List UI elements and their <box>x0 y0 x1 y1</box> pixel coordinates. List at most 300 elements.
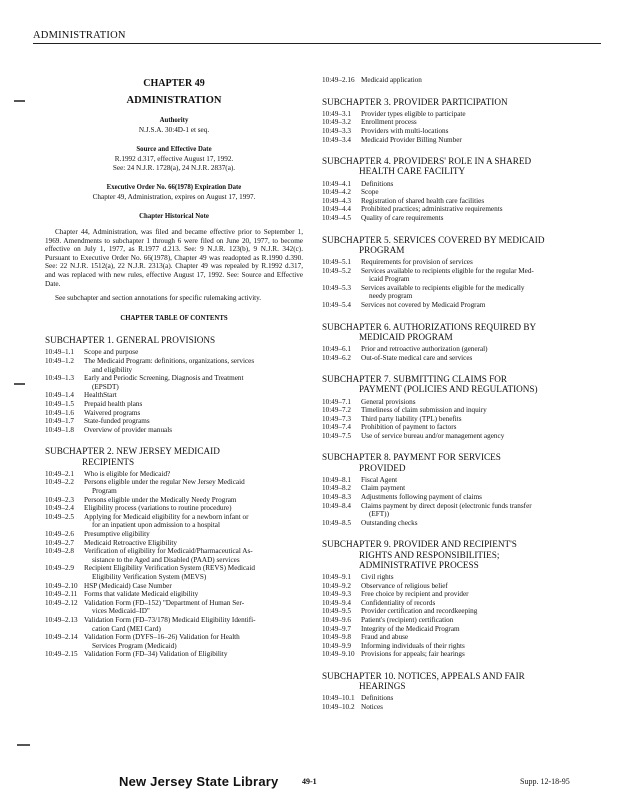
toc-title-line: cation Card (MEI Card) <box>92 624 161 633</box>
toc-title-line: Waivered programs <box>84 408 141 417</box>
toc-section-number: 10:49–2.1 <box>45 469 74 478</box>
toc-entry <box>322 484 604 493</box>
toc-section-number: 10:49–5.3 <box>322 283 351 292</box>
toc-section-title <box>84 504 303 513</box>
toc-title-line: Program <box>92 487 117 496</box>
toc-section-number: 10:49–2.3 <box>45 495 74 504</box>
toc-section-title <box>361 197 604 206</box>
toc-entry <box>322 423 604 432</box>
left-column <box>45 76 303 659</box>
toc-entry <box>45 496 303 505</box>
toc-entry <box>45 530 303 539</box>
toc-entry <box>322 214 604 223</box>
toc-title-line: Quality of care requirements <box>361 213 444 222</box>
toc-title-line: Scope and purpose <box>84 348 139 357</box>
toc-section-number: 10:49–6.2 <box>322 353 351 362</box>
subchapter-heading-line: SUBCHAPTER 9. PROVIDER AND RECIPIENT'S <box>322 539 517 550</box>
toc-section-number: 10:49–9.10 <box>322 650 355 659</box>
toc-section-title <box>361 432 604 441</box>
toc-section-title <box>361 267 604 284</box>
toc-section-number: 10:49–1.1 <box>45 348 74 357</box>
toc-title-line: Integrity of the Medicaid Program <box>361 624 460 633</box>
toc-section-title <box>84 547 303 564</box>
toc-entry <box>45 417 303 426</box>
toc-section-number: 10:49–2.12 <box>45 598 78 607</box>
toc-title-line: and eligibility <box>92 365 133 374</box>
toc-entry <box>322 136 604 145</box>
toc-title-line: Definitions <box>361 179 394 188</box>
header-rule <box>33 43 601 44</box>
toc-title-line: Scope <box>361 188 379 197</box>
toc-section-number: 10:49–2.6 <box>45 529 74 538</box>
toc-entry <box>45 409 303 418</box>
toc-section-title <box>84 633 303 650</box>
subchapter-heading-line: PROVIDED <box>359 462 406 473</box>
toc-entry <box>45 478 303 495</box>
toc-title-line: Prepaid health plans <box>84 400 143 409</box>
toc-section-number: 10:49–10.2 <box>322 703 355 711</box>
toc-section-number: 10:49–1.4 <box>45 391 74 400</box>
toc-section-title <box>84 496 303 505</box>
toc-section-number: 10:49–5.1 <box>322 257 351 266</box>
toc-section-title <box>361 127 604 136</box>
toc-entry <box>322 599 604 608</box>
toc-section-number: 10:49–8.3 <box>322 493 351 502</box>
toc-title-line: Registration of shared health care facilities <box>361 196 485 205</box>
toc-section-number: 10:49–9.5 <box>322 607 351 616</box>
toc-entry <box>322 493 604 502</box>
toc-title-line: Provider types eligible to participate <box>361 109 466 118</box>
toc-title-line: Third party liability (TPL) benefits <box>361 414 462 423</box>
toc-entry <box>322 197 604 206</box>
toc-section-title: Medicaid application <box>361 76 422 84</box>
toc-section-title <box>361 476 604 485</box>
toc-section-title <box>361 301 604 310</box>
toc-entry <box>322 127 604 136</box>
left-toc <box>45 335 303 659</box>
toc-section-title <box>361 354 604 363</box>
toc-entry <box>45 616 303 633</box>
toc-title-line: Provisions for appeals; fair hearings <box>361 650 465 659</box>
source-line: See: 24 N.J.R. 1728(a), 24 N.J.R. 2837(a). <box>112 163 236 172</box>
toc-section-title <box>361 590 604 599</box>
toc-section-title <box>361 110 604 119</box>
toc-title-line: Presumptive eligibility <box>84 529 150 538</box>
toc-entry <box>322 642 604 651</box>
toc-section-number: 10:49–2.8 <box>45 547 74 556</box>
toc-section-title <box>84 426 303 435</box>
toc-section-number: 10:49–8.5 <box>322 518 351 527</box>
toc-section-title <box>361 214 604 223</box>
toc-section-title <box>361 642 604 651</box>
toc-section-title <box>84 400 303 409</box>
subchapter-heading <box>322 235 604 255</box>
toc-section-number: 10:49–2.13 <box>45 615 78 624</box>
toc-title-line: Services available to recipients eligible for the medically <box>361 283 525 292</box>
toc-title-line: Out-of-State medical care and services <box>361 353 473 362</box>
toc-title-line: Persons eligible under the regular New Jersey Medicaid <box>84 478 245 487</box>
toc-entry <box>322 180 604 189</box>
subchapter-heading-line: SUBCHAPTER 3. PROVIDER PARTICIPATION <box>322 96 508 107</box>
subchapter-heading <box>45 335 303 345</box>
toc-section-number: 10:49–4.4 <box>322 205 351 214</box>
history-paragraph: Chapter 44, Administration, was filed and became effective prior to September 1, 1969. Amendments to subchapter 1 through 6 were filed on June 20, 1977, to become effective on July 1, 1977, as R.1977 d.213. See: 9 N.J.R. 123(b), 9 N.J.R. 342(c). Pursuant to Executive Order No. 66(1978), Chapter 49 was readopted as R.1990 d.390. See: 22 N.J.R. 1512(a), 22 N.J.R. 2313(a). Chapter 49 was repealed by R.1992 d.317, and was replaced with new rules, effective August 17, 1992. See: Source and Effective Date. <box>45 227 303 288</box>
toc-section-number: 10:49–9.3 <box>322 590 351 599</box>
margin-mark <box>14 383 25 385</box>
subchapter-heading-line: SUBCHAPTER 5. SERVICES COVERED BY MEDICAID <box>322 234 545 245</box>
right-toc <box>322 97 604 712</box>
toc-title-line: icaid Program <box>369 275 410 284</box>
subchapter-heading <box>322 452 604 472</box>
toc-section-title <box>361 502 604 519</box>
toc-section-title <box>361 519 604 528</box>
chapter-number: CHAPTER 49 <box>143 78 205 89</box>
toc-section-title <box>361 136 604 145</box>
toc-section-number: 10:49–2.9 <box>45 564 74 573</box>
toc-section-title <box>361 484 604 493</box>
toc-entry <box>322 582 604 591</box>
subchapter-heading-line: PAYMENT (POLICIES AND REGULATIONS) <box>359 384 538 395</box>
toc-section-title <box>361 582 604 591</box>
subchapter-heading <box>322 374 604 394</box>
toc-entry <box>45 426 303 435</box>
toc-entry <box>322 502 604 519</box>
subchapter-heading-line: SUBCHAPTER 1. GENERAL PROVISIONS <box>45 335 216 346</box>
toc-title-line: Services available to recipients eligible for the regular Med- <box>361 266 534 275</box>
subchapter-heading-line: RECIPIENTS <box>82 456 135 467</box>
subchapter-heading-line: SUBCHAPTER 6. AUTHORIZATIONS REQUIRED BY <box>322 321 537 332</box>
toc-entry <box>45 470 303 479</box>
toc-title-line: Providers with multi-locations <box>361 126 449 135</box>
toc-title-line: Medicaid Provider Billing Number <box>361 135 462 144</box>
toc-section-title <box>84 513 303 530</box>
toc-section-number: 10:49–9.8 <box>322 633 351 642</box>
history-heading: Chapter Historical Note <box>139 213 209 221</box>
toc-entry <box>322 406 604 415</box>
subchapter-heading <box>322 97 604 107</box>
toc-section-title <box>361 258 604 267</box>
subchapter-heading-line: MEDICAID PROGRAM <box>359 331 453 342</box>
toc-entry <box>45 564 303 581</box>
subchapter-heading <box>45 446 303 466</box>
toc-section-title <box>84 599 303 616</box>
toc-section-title <box>84 348 303 357</box>
toc-section-number: 10:49–2.11 <box>45 590 78 599</box>
toc-section-number: 10:49–3.3 <box>322 126 351 135</box>
subchapter-heading <box>322 539 604 570</box>
toc-entry <box>45 599 303 616</box>
toc-title-line: Validation Form (FD–34) Validation of Eligibility <box>84 650 228 659</box>
toc-entry <box>322 345 604 354</box>
toc-heading: CHAPTER TABLE OF CONTENTS <box>120 314 228 322</box>
toc-section-number: 10:49–9.4 <box>322 598 351 607</box>
toc-entry <box>322 590 604 599</box>
subchapter-heading-line: PROGRAM <box>359 244 405 255</box>
toc-section-title <box>84 470 303 479</box>
library-stamp: New Jersey State Library <box>119 774 279 789</box>
toc-section-number: 10:49–2.15 <box>45 650 78 659</box>
toc-section-number: 10:49–2.10 <box>45 581 78 590</box>
toc-section-title <box>361 493 604 502</box>
toc-title-line: Requirements for provision of services <box>361 257 473 266</box>
toc-title-line: Adjustments following payment of claims <box>361 493 482 502</box>
page-number: 49-1 <box>302 777 317 786</box>
toc-entry <box>45 539 303 548</box>
toc-section-number: 10:49–3.1 <box>322 109 351 118</box>
toc-section-title <box>84 409 303 418</box>
toc-section-title <box>361 616 604 625</box>
toc-section-number: 10:49–8.4 <box>322 501 351 510</box>
toc-section-title <box>361 599 604 608</box>
toc-title-line: sistance to the Aged and Disabled (PAAD) services <box>92 555 240 564</box>
toc-section-number: 10:49–9.9 <box>322 641 351 650</box>
toc-entry <box>322 398 604 407</box>
subchapter-heading <box>322 671 604 691</box>
toc-title-line: Outstanding checks <box>361 518 418 527</box>
toc-section-number: 10:49–9.7 <box>322 624 351 633</box>
toc-title-line: Validation Form (FD–73/178) Medicaid Eligibility Identifi- <box>84 615 256 624</box>
subchapter-heading <box>322 156 604 176</box>
toc-entry <box>322 519 604 528</box>
toc-section-number: 10:49–7.1 <box>322 397 351 406</box>
toc-section-title <box>84 374 303 391</box>
toc-title-line: Early and Periodic Screening, Diagnosis and Treatment <box>84 374 244 383</box>
toc-title-line: Recipient Eligibility Verification System (REVS) Medicaid <box>84 564 255 573</box>
toc-section-title <box>84 590 303 599</box>
toc-section-number: 10:49–3.2 <box>322 118 351 127</box>
toc-entry <box>45 391 303 400</box>
toc-entry <box>45 357 303 374</box>
toc-section-title <box>361 650 604 659</box>
toc-entry <box>322 650 604 659</box>
subchapter-heading-line: SUBCHAPTER 4. PROVIDERS' ROLE IN A SHARED <box>322 156 532 167</box>
toc-entry <box>322 301 604 310</box>
toc-section-number: 10:49–2.14 <box>45 633 78 642</box>
toc-entry <box>322 110 604 119</box>
authority-text: N.J.S.A. 30:4D-1 et seq. <box>138 125 210 134</box>
toc-entry <box>322 76 604 85</box>
toc-section-title <box>84 417 303 426</box>
toc-title-line: General provisions <box>361 397 416 406</box>
toc-title-line: (EFT)) <box>369 510 389 519</box>
toc-section-number: 10:49–5.4 <box>322 300 351 309</box>
toc-section-title <box>361 633 604 642</box>
toc-section-title <box>361 625 604 634</box>
toc-section-number: 10:49–1.6 <box>45 408 74 417</box>
toc-title-line: Notices <box>361 703 383 711</box>
toc-section-title <box>361 703 604 712</box>
toc-title-line: Validation Form (DYFS–16–26) Validation for Health <box>84 633 240 642</box>
toc-title-line: Validation Form (FD–152) "Department of Human Ser- <box>84 598 245 607</box>
eo-text: Chapter 49, Administration, expires on August 17, 1997. <box>92 192 256 201</box>
toc-section-title <box>361 345 604 354</box>
toc-title-line: Fraud and abuse <box>361 633 409 642</box>
toc-section-title <box>361 406 604 415</box>
toc-section-title <box>361 180 604 189</box>
toc-entry <box>322 432 604 441</box>
toc-title-line: Eligibility Verification System (MEVS) <box>92 572 207 581</box>
toc-entry <box>322 703 604 712</box>
toc-entry <box>322 625 604 634</box>
toc-entry <box>322 267 604 284</box>
subchapter-heading-line: SUBCHAPTER 8. PAYMENT FOR SERVICES <box>322 452 501 463</box>
toc-section-number: 10:49–6.1 <box>322 344 351 353</box>
source-heading: Source and Effective Date <box>136 146 212 154</box>
toc-entry <box>322 118 604 127</box>
toc-section-title <box>361 398 604 407</box>
toc-title-line: Who is eligible for Medicaid? <box>84 469 171 478</box>
toc-section-title <box>84 616 303 633</box>
toc-entry <box>322 188 604 197</box>
see-paragraph: See subchapter and section annotations for specific rulemaking activity. <box>55 294 262 303</box>
toc-entry <box>322 607 604 616</box>
toc-section-title <box>84 650 303 659</box>
toc-entry <box>45 400 303 409</box>
toc-section-title <box>84 478 303 495</box>
toc-entry <box>322 415 604 424</box>
toc-title-line: HealthStart <box>84 391 117 400</box>
toc-entry <box>322 354 604 363</box>
toc-title-line: vices Medicaid–ID" <box>92 607 150 616</box>
supplement-date: Supp. 12-18-95 <box>520 777 570 786</box>
subchapter-heading-line: HEALTH CARE FACILITY <box>359 166 466 177</box>
subchapter-heading-line: SUBCHAPTER 2. NEW JERSEY MEDICAID <box>45 446 220 457</box>
toc-entry <box>45 374 303 391</box>
toc-entry <box>322 616 604 625</box>
eo-heading: Executive Order No. 66(1978) Expiration Date <box>106 184 242 192</box>
toc-title-line: for an inpatient upon admission to a hospital <box>92 521 220 530</box>
toc-section-number: 10:49–7.4 <box>322 423 351 432</box>
toc-section-title <box>361 423 604 432</box>
toc-entry <box>45 650 303 659</box>
toc-title-line: Definitions <box>361 694 394 703</box>
toc-section-number: 10:49–4.3 <box>322 196 351 205</box>
toc-entry <box>322 284 604 301</box>
toc-section-title <box>361 415 604 424</box>
toc-entry <box>45 633 303 650</box>
toc-title-line: Medicaid Retroactive Eligibility <box>84 538 178 547</box>
toc-title-line: Verification of eligibility for Medicaid/Pharmaceutical As- <box>84 547 253 556</box>
toc-title-line: Provider certification and recordkeeping <box>361 607 478 616</box>
toc-title-line: HSP (Medicaid) Case Number <box>84 581 172 590</box>
toc-entry <box>322 694 604 703</box>
toc-title-line: Overview of provider manuals <box>84 425 173 434</box>
toc-section-title <box>84 582 303 591</box>
toc-title-line: Confidentiality of records <box>361 598 436 607</box>
subchapter-heading <box>322 322 604 342</box>
toc-title-line: Informing individuals of their rights <box>361 641 465 650</box>
toc-section-number: 10:49–7.3 <box>322 414 351 423</box>
toc-title-line: Prohibition of payment to factors <box>361 423 457 432</box>
toc-section-title <box>361 694 604 703</box>
toc-section-number: 10:49–7.5 <box>322 431 351 440</box>
toc-title-line: Observance of religious belief <box>361 581 448 590</box>
toc-section-title <box>361 118 604 127</box>
subchapter-heading-line: ADMINISTRATIVE PROCESS <box>359 559 479 570</box>
toc-title-line: Services Program (Medicaid) <box>92 641 177 650</box>
toc-entry <box>322 476 604 485</box>
toc-entry <box>45 590 303 599</box>
toc-title-line: Prohibited practices; administrative requirements <box>361 205 503 214</box>
subchapter-heading-line: SUBCHAPTER 7. SUBMITTING CLAIMS FOR <box>322 374 508 385</box>
toc-section-number: 10:49–9.1 <box>322 573 351 582</box>
toc-title-line: Applying for Medicaid eligibility for a newborn infant or <box>84 512 249 521</box>
toc-section-title <box>361 284 604 301</box>
toc-section-number: 10:49–2.4 <box>45 504 74 513</box>
toc-title-line: Eligibility process (variations to routine procedure) <box>84 504 232 513</box>
toc-section-number: 10:49–2.5 <box>45 512 74 521</box>
toc-entry <box>45 513 303 530</box>
toc-entry <box>322 633 604 642</box>
toc-section-number: 10:49–9.6 <box>322 616 351 625</box>
toc-title-line: Free choice by recipient and provider <box>361 590 469 599</box>
toc-section-number: 10:49–2.7 <box>45 538 74 547</box>
toc-section-number: 10:49–8.2 <box>322 484 351 493</box>
toc-title-line: needy program <box>369 292 413 301</box>
toc-section-number: 10:49–10.1 <box>322 694 355 703</box>
subchapter-heading-line: HEARINGS <box>359 681 406 692</box>
toc-section-title <box>361 205 604 214</box>
toc-section-title <box>361 607 604 616</box>
toc-title-line: Claim payment <box>361 484 406 493</box>
toc-title-line: Civil rights <box>361 573 394 582</box>
margin-mark <box>14 100 25 102</box>
toc-title-line: Forms that validate Medicaid eligibility <box>84 590 199 599</box>
toc-title-line: Enrollment process <box>361 118 417 127</box>
toc-section-number: 10:49–1.2 <box>45 357 74 366</box>
toc-title-line: The Medicaid Program: definitions, organizations, services <box>84 357 255 366</box>
toc-section-number: 10:49–2.16 <box>322 76 355 84</box>
toc-entry <box>322 258 604 267</box>
toc-title-line: Claims payment by direct deposit (electronic funds transfer <box>361 501 532 510</box>
toc-section-number: 10:49–7.2 <box>322 406 351 415</box>
toc-entry <box>45 348 303 357</box>
toc-entry <box>45 547 303 564</box>
toc-section-title <box>361 188 604 197</box>
subchapter-heading-line: RIGHTS AND RESPONSIBILITIES; <box>359 549 500 560</box>
toc-section-title <box>84 564 303 581</box>
toc-section-title <box>84 357 303 374</box>
toc-section-number: 10:49–1.5 <box>45 400 74 409</box>
toc-title-line: Timeliness of claim submission and inquiry <box>361 406 487 415</box>
toc-section-number: 10:49–4.5 <box>322 213 351 222</box>
toc-title-line: Fiscal Agent <box>361 475 398 484</box>
toc-section-number: 10:49–3.4 <box>322 135 351 144</box>
toc-entry <box>45 504 303 513</box>
toc-title-line: Use of service bureau and/or management agency <box>361 431 505 440</box>
toc-title-line: (EPSDT) <box>92 382 119 391</box>
toc-title-line: State-funded programs <box>84 417 150 426</box>
toc-section-number: 10:49–1.7 <box>45 417 74 426</box>
toc-title-line: Persons eligible under the Medically Needy Program <box>84 495 237 504</box>
toc-section-number: 10:49–2.2 <box>45 478 74 487</box>
toc-section-number: 10:49–1.8 <box>45 425 74 434</box>
toc-section-number: 10:49–8.1 <box>322 475 351 484</box>
subchapter-heading-line: SUBCHAPTER 10. NOTICES, APPEALS AND FAIR <box>322 671 525 681</box>
toc-section-number: 10:49–1.3 <box>45 374 74 383</box>
toc-section-title <box>84 539 303 548</box>
margin-mark <box>17 744 30 746</box>
toc-section-number: 10:49–4.2 <box>322 188 351 197</box>
toc-title-line: Patient's (recipient) certification <box>361 616 454 625</box>
toc-section-number: 10:49–4.1 <box>322 179 351 188</box>
toc-entry <box>322 573 604 582</box>
toc-section-title <box>84 530 303 539</box>
toc-section-number: 10:49–9.2 <box>322 581 351 590</box>
toc-section-title <box>361 573 604 582</box>
toc-title-line: Services not covered by Medicaid Program <box>361 300 486 309</box>
chapter-title: ADMINISTRATION <box>126 94 222 106</box>
